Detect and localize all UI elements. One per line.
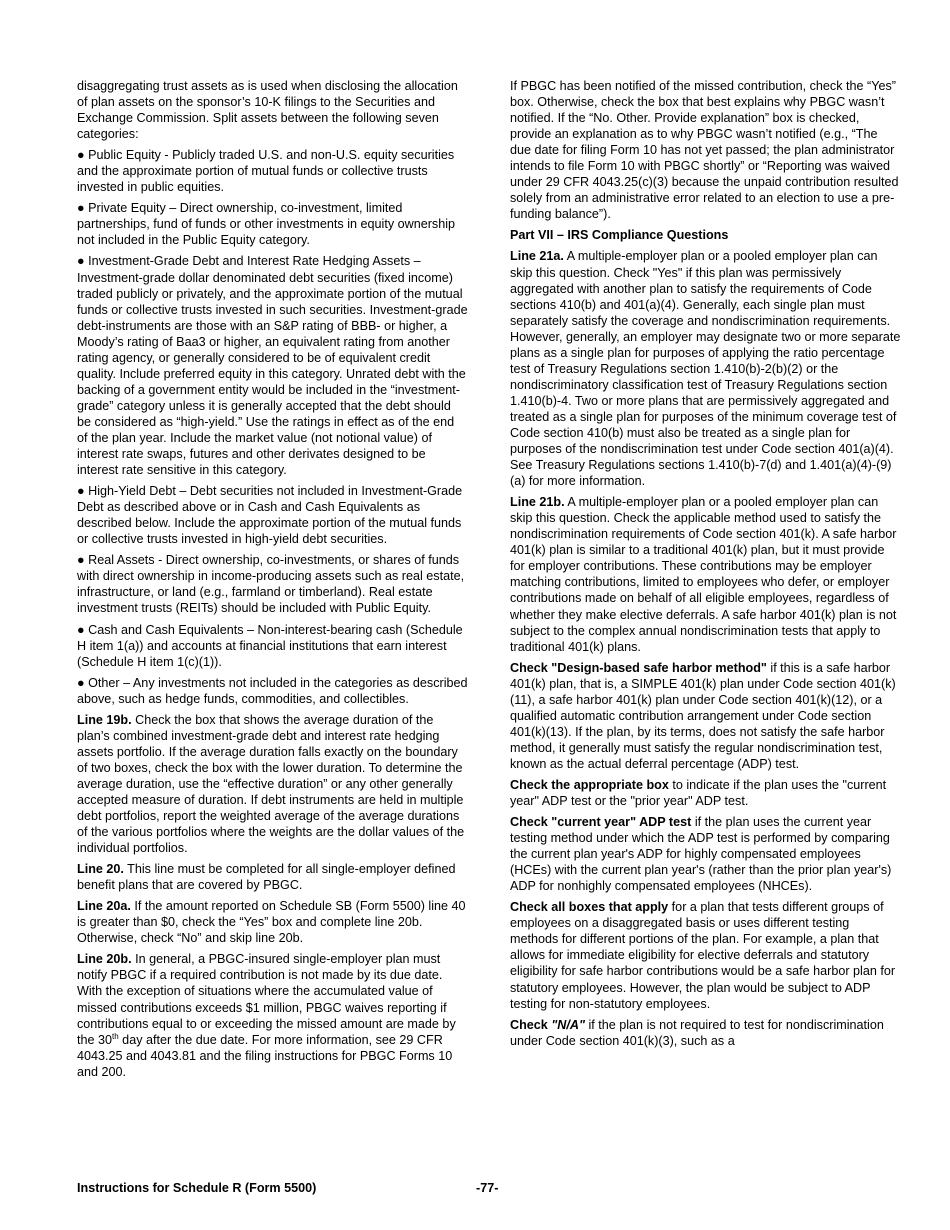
line-21b-label: Line 21b.: [510, 495, 565, 510]
line-20a-text: If the amount reported on Schedule SB (Form 5500) line 40 is greater than $0, check the “Yes” box and complete line 20b. Otherwise, check “No” and skip line 20b.: [77, 899, 466, 946]
line-20b-text-2: day after the due date. For more information, see 29 CFR 4043.25 and 4043.81 and the filing instructions for PBGC Forms 10 and 200.: [77, 1032, 453, 1079]
page-number: -77-: [476, 1181, 499, 1195]
bullet-public-equity: ● Public Equity - Publicly traded U.S. and non-U.S. equity securities and the approximate portion of mutual funds or collective trusts invested in public equities.: [77, 148, 455, 195]
all-boxes-text: for a plan that tests different groups of employees on a disaggregated basis or uses different testing methods for different portions of the plan. For example, a plan that allows for immediate eligibility for elective deferrals and statutory eligibility for safe harbor contributions would be a safe harbor plan for statutory employees. However, the plan would be subject to ADP testing for non-statutory employees.: [510, 900, 896, 1011]
bullet-investment-grade-debt: ● Investment-Grade Debt and Interest Rate Hedging Assets – Investment-grade dollar denominated debt securities (fixed income) traded publicly or privately, and the approximate portion of the mutual funds or collective trusts invested in such securities. Investment-grade debt-instruments are those with an S&P rating of BBB- or higher, a Moody’s rating of Baa3 or higher, an equivalent rating from another rating agency, or generally considered to be of equivalent credit quality. Include preferred equity in this category. Unrated debt with the backing of a government entity would be included in the “investment-grade” category unless it is generally accepted that the debt should be considered as “high-yield.” Use the ratings in effect as of the end of the plan year. Include the market value (not notional value) of interest rate swaps, futures and other derivates designed to be interest rate sensitive in this category.: [77, 254, 468, 478]
bullet-private-equity: ● Private Equity – Direct ownership, co-investment, limited partnerships, fund of funds or other investments in equity ownership not included in the Public Equity category.: [77, 201, 456, 248]
bullet-cash-equivalents: ● Cash and Cash Equivalents – Non-interest-bearing cash (Schedule H item 1(a)) and accounts at financial institutions that earn interest (Schedule H item 1(c)(1)).: [77, 622, 463, 669]
line-21b-text: A multiple-employer plan or a pooled employer plan can skip this question. Check the applicable method used to satisfy the nondiscrimination requirements of Code section 401(k). A safe harbor 401(k) plan is similar to a traditional 401(k) plan, but it must provide for employer contributions. These contributions may be employer matching contributions, limited to employees who defer, or employer contributions made on behalf of all eligible employees, regardless of whether they make elective deferrals. A safe harbor 401(k) plan is not subject to the complex annual nondiscrimination tests that apply to traditional 401(k) plans.: [510, 495, 897, 654]
line-19b-paragraph: [77, 712, 468, 856]
line-20-label: Line 20.: [77, 862, 124, 877]
all-boxes-paragraph: [510, 899, 901, 1011]
line-21b-paragraph: [510, 494, 901, 654]
design-based-paragraph: [510, 660, 901, 772]
line-20b-text-1: In general, a PBGC-insured single-employer plan must notify PBGC if a required contribution is not made by its due date. With the exception of situations where the accumulated value of missed contributions exceeds $1 million, PBGC waives reporting if contributions equal to or exceeding the missed amount are made by the 30: [77, 952, 456, 1047]
intro-paragraph: disaggregating trust assets as is used when disclosing the allocation of plan assets on the sponsor’s 10-K filings to the Securities and Exchange Commission. Split assets between the following seven categories:: [77, 79, 458, 142]
line-19b-text: Check the box that shows the average duration of the plan’s combined investment-grade debt and interest rate hedging assets portfolio. If the average duration falls exactly on the boundary of two boxes, check the box with the lower duration. To determine the average duration, use the “effective duration” or any other generally accepted measure of duration. If debt instruments are held in multiple debt portfolios, report the weighted average of the average durations of the various portfolios where the weights are the dollar values of the individual portfolios.: [77, 712, 465, 856]
line-20b-paragraph: [77, 951, 468, 1079]
design-based-label: Check "Design-based safe harbor method": [510, 660, 767, 675]
pbgc-notification-paragraph: If PBGC has been notified of the missed contribution, check the “Yes” box. Otherwise, check the box that best explains why PBGC wasn’t notified. If the “No. Other. Provide explanation” box is checked, provide an explanation as to why PBGC wasn’t notified (e.g., “The due date for filing Form 10 has not yet passed; the plan administrator intends to file Form 10 with PBGC shortly” or “Reporting was waived under 29 CFR 4043.25(c)(3) because the unpaid contribution resulted solely from an administrative error related to an election to use a pre-funding balance”).: [510, 79, 899, 222]
bullet-real-assets: ● Real Assets - Direct ownership, co-investments, or shares of funds with direct ownership in income-producing assets such as real estate, infrastructure, or land (e.g., farmland or timberland). Real estate investment trusts (REITs) should be included with Public Equity.: [77, 553, 465, 616]
bullet-other: ● Other – Any investments not included in the categories as described above, such as hedge funds, commodities, and collectibles.: [77, 675, 468, 706]
bullet-high-yield-debt: ● High-Yield Debt – Debt securities not included in Investment-Grade Debt as described above or in Cash and Cash Equivalents as described below. Include the approximate portion of the mutual funds or collective trusts invested in high-yield debt securities.: [77, 484, 463, 547]
na-label-check: Check: [510, 1017, 552, 1032]
line-20b-label: Line 20b.: [77, 952, 132, 967]
line-19b-label: Line 19b.: [77, 712, 132, 727]
line-20-paragraph: [77, 861, 468, 893]
part-vii-heading: Part VII – IRS Compliance Questions: [510, 228, 729, 243]
na-paragraph: [510, 1017, 901, 1049]
current-year-label: Check "current year" ADP test: [510, 815, 692, 830]
current-year-text: if the plan uses the current year testing method under which the ADP test is performed by comparing the current plan year's ADP for highly compensated employees (HCEs) with the current plan year's (rather than the prior plan year's) ADP for nonhighly compensated employees (NHCEs).: [510, 815, 892, 894]
all-boxes-label: Check all boxes that apply: [510, 900, 669, 915]
appropriate-box-paragraph: [510, 777, 901, 809]
design-based-text: if this is a safe harbor 401(k) plan, that is, a SIMPLE 401(k) plan under Code section 401(k)(11), a safe harbor 401(k) plan under Code section 401(k)(12), or a qualified automatic contribution arrangement under Code section 401(k)(13). If the plan, by its terms, does not satisfy the safe harbor method, it generally must satisfy the regular nondiscrimination test, known as the actual deferral percentage (ADP) test.: [510, 660, 896, 771]
line-20-text: This line must be completed for all single-employer defined benefit plans that are covered by PBGC.: [77, 862, 456, 893]
line-21a-text: A multiple-employer plan or a pooled employer plan can skip this question. Check "Yes" if this plan was permissively aggregated with another plan to satisfy the requirements of Code sections 410(b) and 401(a)(4). Generally, each single plan must separately satisfy the coverage and nondiscrimination requirements. However, generally, an employer may designate two or more separate plans as a single plan for purposes of applying the ratio percentage test of Treasury Regulations section 1.410(b)-2(b)(2) or the nondiscriminatory classification test of Treasury Regulations section 1.410(b)-4. Two or more plans that are permissively aggregated and treated as a single plan for purposes of the minimum coverage test of Code section 410(b) must also be treated as a single plan for purposes of the nondiscrimination test under Code section 401(a)(4). See Treasury Regulations sections 1.410(b)-7(d) and 1.401(a)(4)-(9)(a) for more information.: [510, 249, 901, 489]
appropriate-box-label: Check the appropriate box: [510, 777, 669, 792]
line-20b-superscript: th: [112, 1031, 119, 1041]
line-20a-paragraph: [77, 898, 468, 946]
line-20a-label: Line 20a.: [77, 899, 131, 914]
na-label-value: "N/A": [551, 1017, 585, 1032]
right-column: [510, 78, 901, 1054]
current-year-paragraph: [510, 814, 901, 894]
footer-title: Instructions for Schedule R (Form 5500): [77, 1181, 317, 1195]
appropriate-box-text: to indicate if the plan uses the "current year" ADP test or the "prior year" ADP test.: [510, 777, 887, 809]
line-21a-paragraph: [510, 248, 901, 489]
na-text: if the plan is not required to test for nondiscrimination under Code section 401(k)(3), such as a: [510, 1017, 884, 1048]
line-21a-label: Line 21a.: [510, 249, 564, 264]
left-column: [77, 78, 468, 1085]
